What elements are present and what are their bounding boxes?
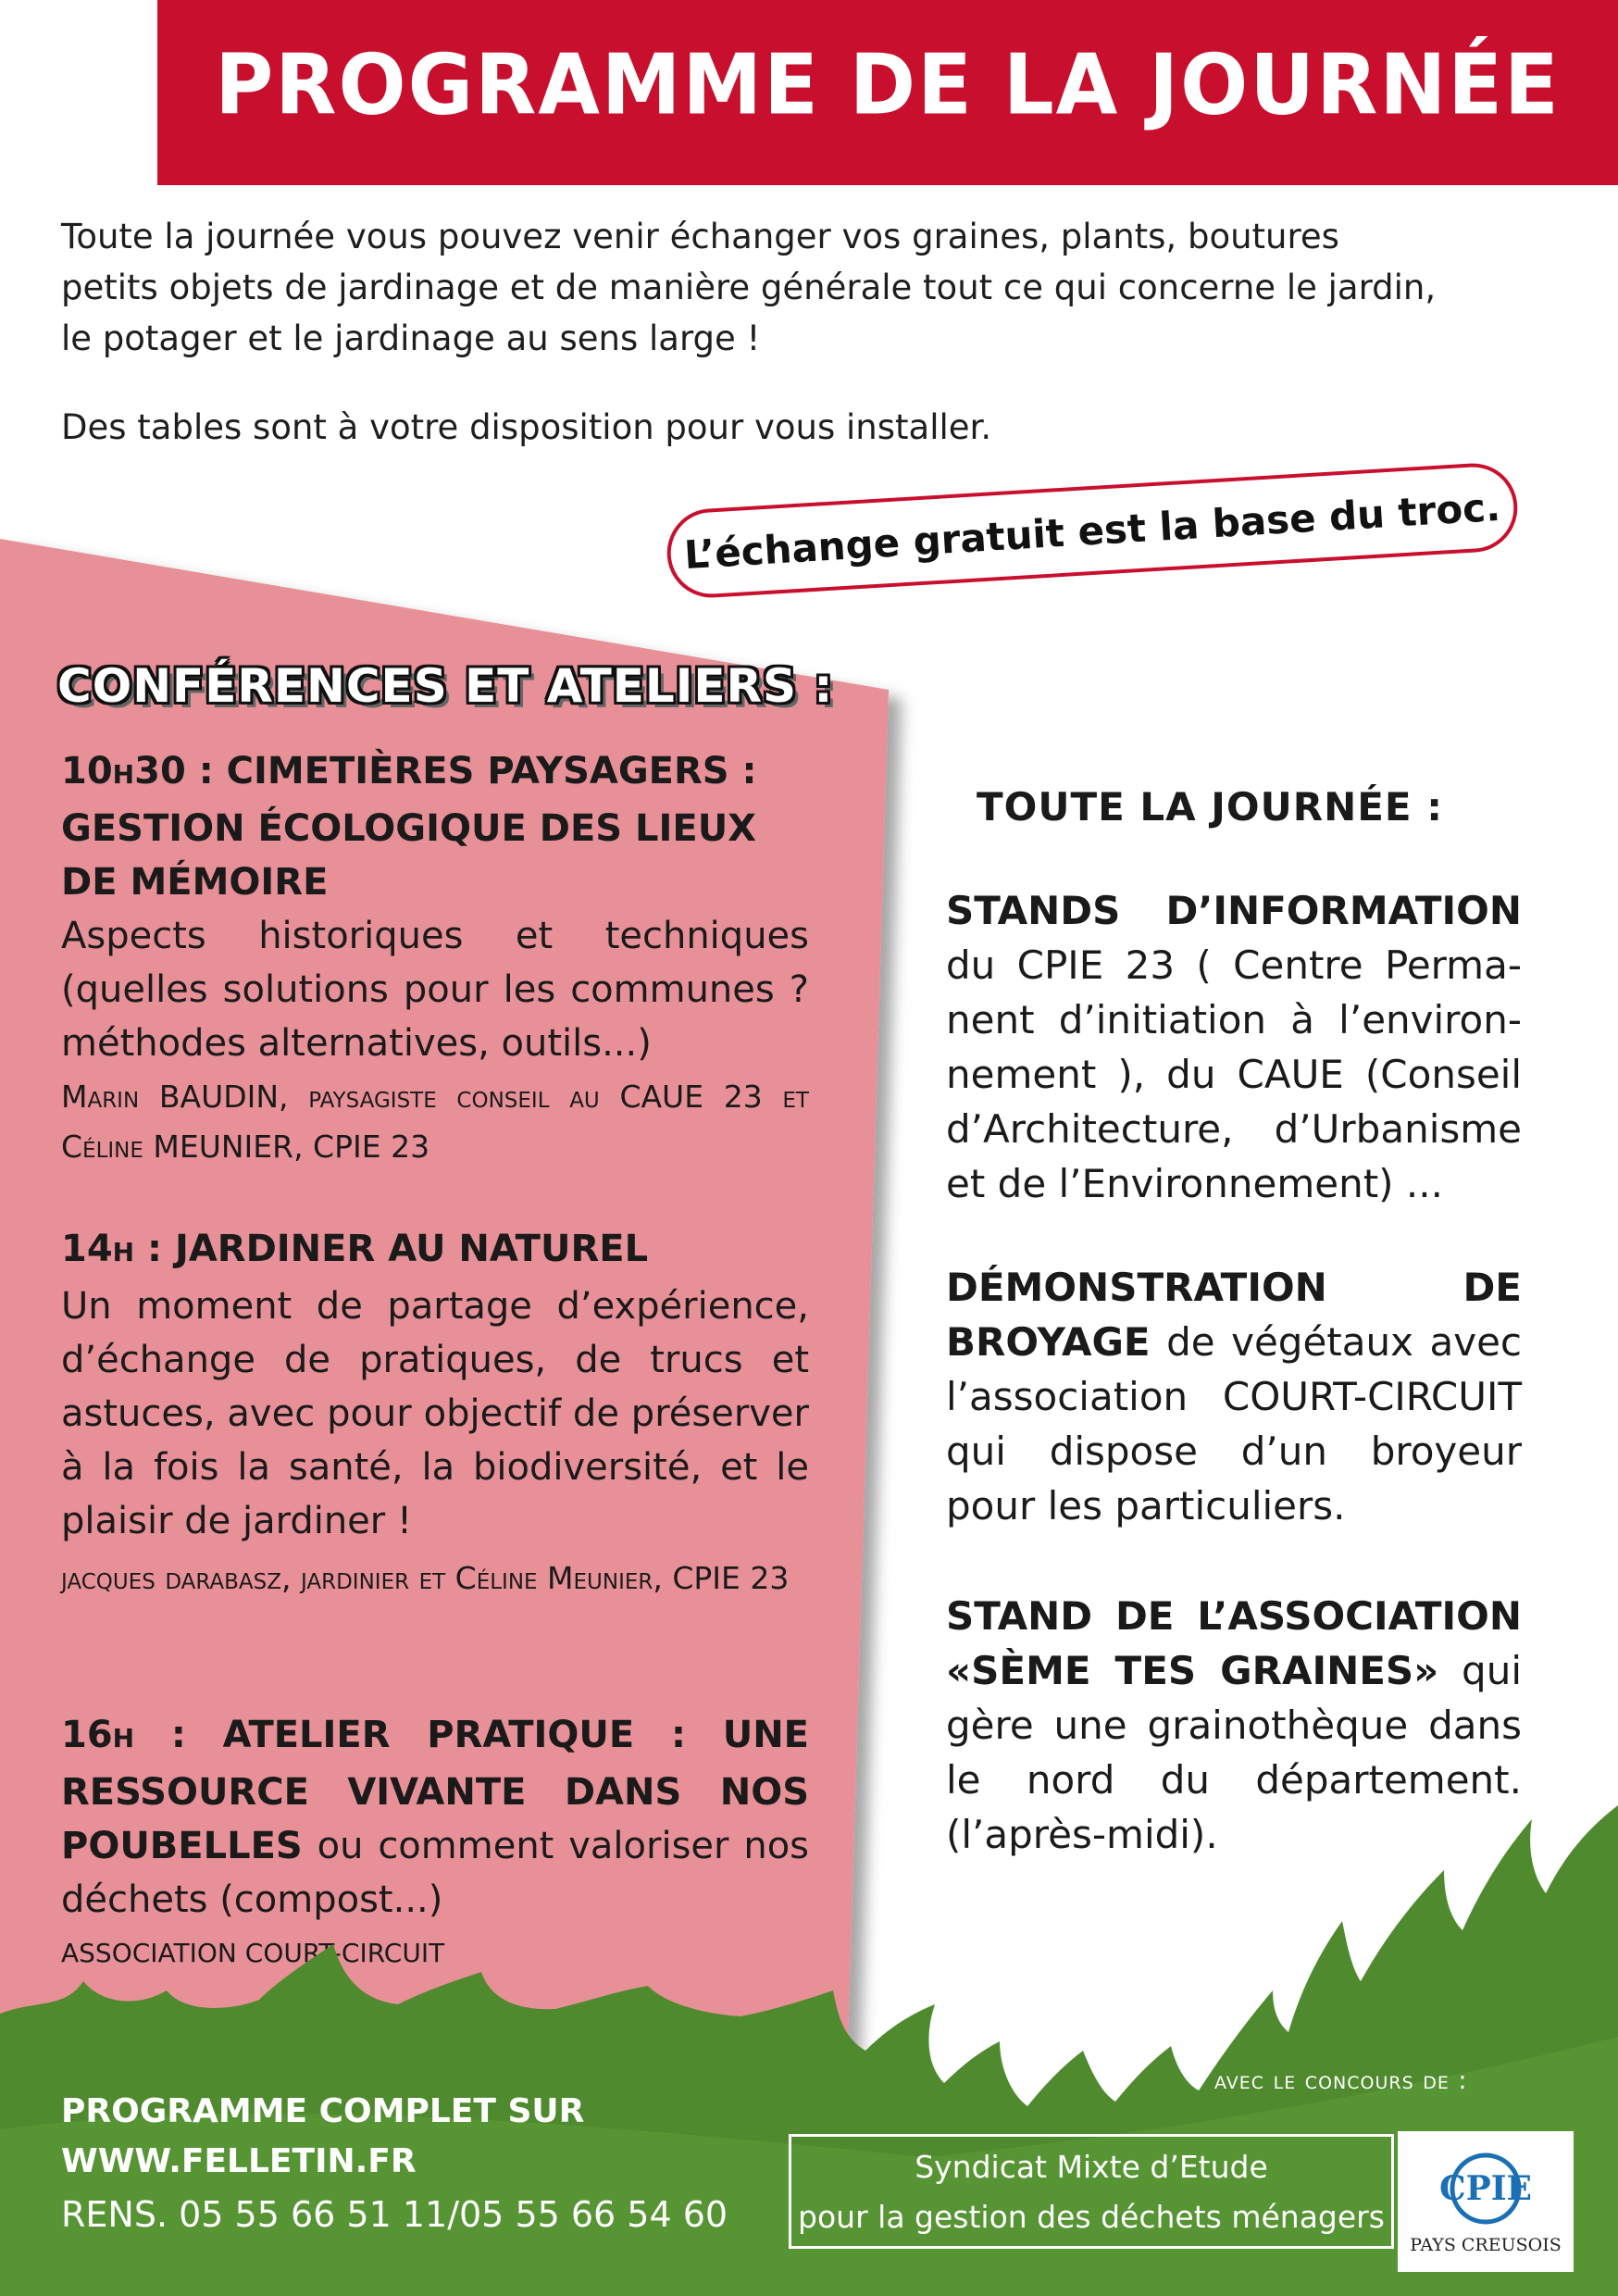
allday-item-2: DÉMONSTRATION DE BROYAGE de végétaux avec l’association COURT-CIRCUIT qui dispose d’un broyeur pour les particuliers. <box>946 1265 1522 1529</box>
session-3-title: 16H : ATELIER PRATIQUE : UNE RESSOURCE VIVANTE DANS NOS POUBELLES <box>61 1714 809 1867</box>
session-1-title: 10H30 : CIMETIÈRES PAYSAGERS : <box>61 750 757 792</box>
session-3-text: 16H : ATELIER PRATIQUE : UNE RESSOURCE VIVANTE DANS NOS POUBELLES ou comment valoriser nos déchets (compost...) <box>61 1714 809 1921</box>
cpie-logo-text: PAYS CREUSOIS <box>1410 2235 1562 2255</box>
page-title: PROGRAMME DE LA JOURNÉE <box>215 36 1561 134</box>
svg-text:CPIE: CPIE <box>1438 2169 1533 2208</box>
session-1: 10H30 : CIMETIÈRES PAYSAGERS : GESTION ÉCOLOGIQUE DES LIEUX DE MÉMOIRE Aspects historiques et techniques (quelles solutions pour les communes ? méthodes alternatives, outils...) Marin BAUDIN, paysagiste conseil au CAUE 23 et Céline MEUNIER, CPIE 23 <box>61 744 809 1172</box>
session-2-title: 14H : JARDINER AU NATUREL <box>61 1228 649 1270</box>
cpie-logo <box>1398 2131 1574 2272</box>
session-2-speaker: jacques darabasz, jardinier et Céline Meunier, CPIE 23 <box>61 1560 790 1596</box>
allday-heading: TOUTE LA JOURNÉE : <box>977 784 1444 830</box>
footer-phone: RENS. 05 55 66 51 11/05 55 66 54 60 <box>61 2194 728 2235</box>
conferences-heading: CONFÉRENCES ET ATELIERS : <box>57 659 834 713</box>
slogan-badge: L’échange gratuit est la base du troc. <box>665 461 1520 600</box>
session-1-description: Aspects historiques et techniques (quelles solutions pour les communes ? méthodes alternatives, outils...) <box>61 915 809 1065</box>
intro-tables: Des tables sont à votre disposition pour vous installer. <box>61 407 992 447</box>
session-2-description: Un moment de partage d’expérience, d’échange de pratiques, de trucs et astuces, avec pour objectif de préserver à la fois la santé, la biodiversité, et le plaisir de jardiner ! <box>61 1285 809 1542</box>
allday-item-3: STAND DE L’ASSOCIATION «SÈME TES GRAINES» qui gère une grainothèque dans le nord du département. (l’après-midi). <box>946 1593 1522 1857</box>
footer-website-link[interactable]: WWW.FELLETIN.FR <box>61 2142 417 2180</box>
partner-box: Syndicat Mixte d’Etude pour la gestion des déchets ménagers <box>789 2134 1394 2249</box>
intro-paragraph: Toute la journée vous pouvez venir échanger vos graines, plants, boutures petits objets de jardinage et de manière générale tout ce qui concerne le jardin, le potager et le jardinage au sens large ! <box>61 217 1437 358</box>
footer-program-line: PROGRAMME COMPLET SUR <box>61 2092 585 2130</box>
session-3-speaker: ASSOCIATION COURT-CIRCUIT <box>61 1938 445 1968</box>
session-1-speaker: Marin BAUDIN, paysagiste conseil au CAUE 23 et Céline MEUNIER, CPIE 23 <box>61 1079 809 1165</box>
sponsor-label: avec le concours de : <box>1214 2066 1468 2095</box>
allday-item-1: STANDS D’INFORMATION du CPIE 23 ( Centre Perma-nent d’initiation à l’environ-nement ), du CAUE (Conseil d’Architecture, d’Urbanisme et de l’Environnement) ... <box>946 888 1522 1206</box>
